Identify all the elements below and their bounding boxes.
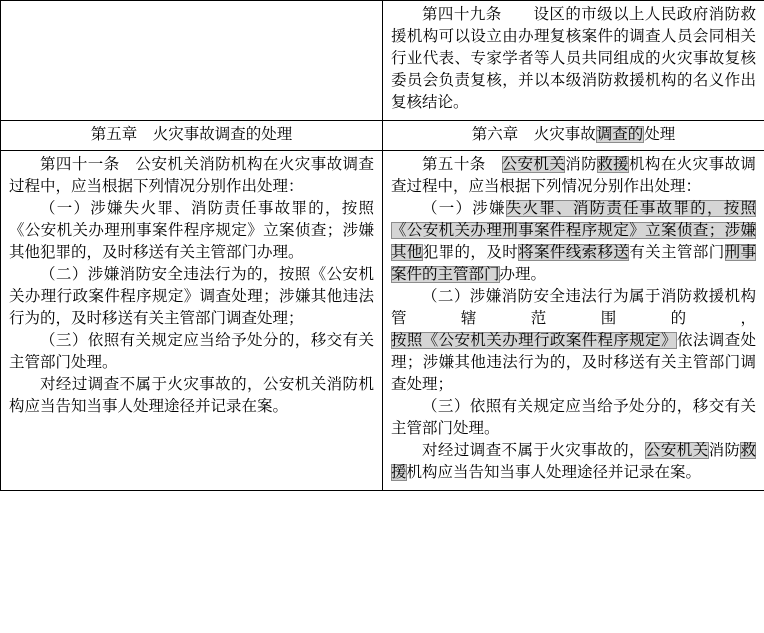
highlighted-text: 将案件线索移送: [518, 244, 630, 262]
plain-text: （三）依照有关规定应当给予处分的，移交有关主管部门处理。: [9, 332, 374, 372]
paragraph: [391, 154, 756, 198]
table-row: [1, 1, 764, 121]
highlighted-text: 公安机关: [644, 442, 709, 460]
cell-left-article-41: [1, 151, 383, 491]
plain-text: 第四十一条: [40, 156, 120, 174]
plain-text: （二）涉嫌消防安全违法行为属于消防救援机构管辖范围的，: [391, 288, 756, 328]
chapter-5-heading: [1, 121, 382, 150]
plain-text: 消防: [708, 442, 741, 460]
plain-text: 消防: [565, 156, 598, 174]
paragraph: [9, 330, 374, 374]
plain-text: 对经过调查不属于火灾事故的，公安机关消防机构应当告知当事人处理途径并记录在案。: [9, 376, 374, 416]
plain-text: 犯罪的，及时: [422, 244, 519, 262]
paragraph: [9, 154, 374, 198]
plain-text: 第四十九条: [422, 6, 502, 23]
article-41-text: [1, 151, 382, 424]
plain-text: [486, 156, 502, 173]
highlighted-text: 失火罪、消防责任事故罪的，按照《公安机关办理刑事案件程序规定》立案侦查；涉嫌其他: [391, 200, 756, 262]
cell-left-chapter-5: [1, 121, 383, 151]
highlighted-text: 调查的: [596, 126, 644, 143]
plain-text: （二）涉嫌消防安全违法行为的，按照《公安机关办理行政案件程序规定》调查处理；涉嫌其他违法行为的，及时移送有关主管部门调查处理；: [9, 266, 374, 328]
paragraph: [9, 264, 374, 330]
table-row: [1, 151, 764, 491]
plain-text: 设区的市级以上人民政府消防救援机构可以设立由办理复核案件的调查人员会同相关行业代表、专家学者等人员共同组成的火灾事故复核委员会负责复核，并以本级消防救援机构的名义作出复核结论。: [391, 6, 756, 111]
cell-right-article-49: [383, 1, 764, 121]
plain-text: 机构在火灾事故调查过程中，应当根据下列情况分别作出处理：: [391, 156, 756, 196]
plain-text: 对经过调查不属于火灾事故的，: [422, 442, 645, 460]
highlighted-text: 公安机关: [501, 156, 566, 174]
plain-text: 依法调查处理；涉嫌其他违法行为的，及时移送有关主管部门调查处理；: [391, 332, 756, 394]
cell-right-chapter-6: [383, 121, 764, 151]
plain-text: 公安机关消防机构在火灾事故调查过程中，应当根据下列情况分别作出处理：: [9, 156, 374, 196]
cell-left-blank: [1, 1, 383, 121]
article-49-text: [383, 1, 764, 120]
highlighted-text: 救援: [597, 156, 629, 174]
cell-right-article-50: [383, 151, 764, 491]
plain-text: （一）涉嫌: [422, 200, 506, 218]
plain-text: 机构应当告知当事人处理途径并记录在案。: [406, 464, 702, 482]
paragraph: [391, 286, 756, 396]
paragraph: [9, 374, 374, 418]
highlighted-text: 按照《公安机关办理行政案件程序规定》: [391, 332, 677, 350]
paragraph: [391, 396, 756, 440]
chapter-6-heading: [383, 121, 764, 150]
paragraph: [391, 4, 756, 114]
plain-text: 第五章 火灾事故调查的处理: [90, 126, 293, 143]
plain-text: 有关主管部门: [629, 244, 725, 262]
plain-text: （三）依照有关规定应当给予处分的，移交有关主管部门处理。: [391, 398, 756, 438]
plain-text: （一）涉嫌失火罪、消防责任事故罪的，按照《公安机关办理刑事案件程序规定》立案侦查；涉嫌其他犯罪的，及时移送有关主管部门办理。: [9, 200, 374, 262]
plain-text: 办理。: [499, 266, 547, 284]
table-body: [1, 1, 764, 491]
highlighted-text: 救援: [391, 442, 756, 482]
table-row: [1, 121, 764, 151]
plain-text: 第六章 火灾事故: [471, 126, 596, 143]
plain-text: 第五十条: [422, 156, 486, 174]
highlighted-text: 刑事案件的主管部门: [391, 244, 756, 284]
article-50-text: [383, 151, 764, 490]
paragraph: [9, 198, 374, 264]
paragraph: [391, 198, 756, 286]
paragraph: [391, 440, 756, 484]
plain-text: 处理: [644, 126, 676, 143]
